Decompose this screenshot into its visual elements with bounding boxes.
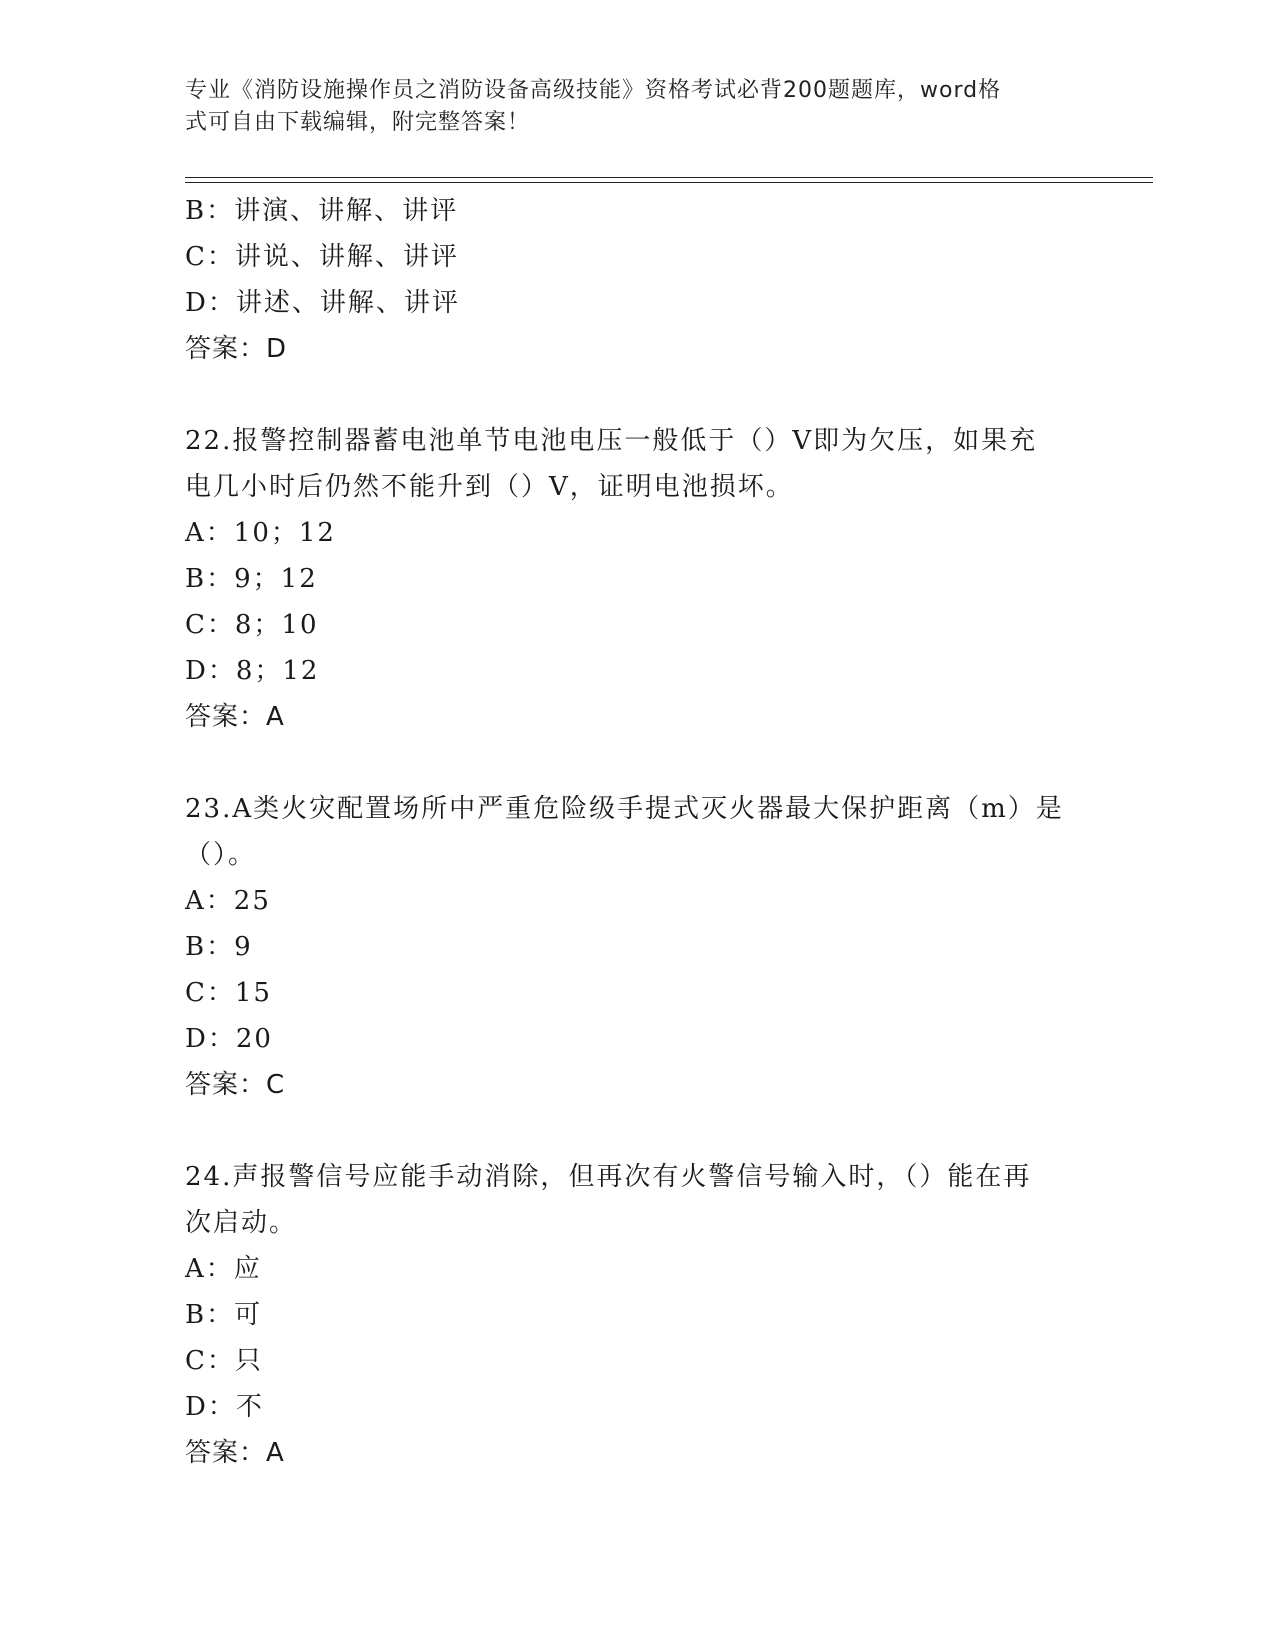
option-a: A：10；12 — [185, 518, 336, 548]
option-c: C：15 — [185, 978, 272, 1008]
question-22 — [185, 418, 1085, 740]
question-stem-line-1: 23.A类火灾配置场所中严重危险级手提式灭火器最大保护距离（m）是 — [185, 794, 1064, 824]
option-c: C：只 — [185, 1346, 263, 1376]
option-c: C：讲说、讲解、讲评 — [185, 242, 459, 272]
question-24 — [185, 1154, 1085, 1476]
document-body — [185, 188, 1085, 1476]
option-d: D：不 — [185, 1392, 264, 1422]
header-rule-bottom — [185, 182, 1153, 183]
option-b: B：9；12 — [185, 564, 318, 594]
option-d: D：讲述、讲解、讲评 — [185, 288, 460, 318]
option-c: C：8；10 — [185, 610, 319, 640]
question-stem-line-1: 22.报警控制器蓄电池单节电池电压一般低于（）V即为欠压，如果充 — [185, 426, 1038, 456]
header-line-2: 式可自由下载编辑，附完整答案！ — [185, 110, 531, 135]
question-stem-line-2: 次启动。 — [185, 1208, 298, 1238]
question-stem-line-2: （）。 — [185, 840, 257, 870]
document-header — [185, 75, 1065, 139]
header-line-1: 专业《消防设施操作员之消防设备高级技能》资格考试必背200题题库，word格 — [185, 78, 1002, 103]
option-a: A：25 — [185, 886, 271, 916]
question-stem-line-2: 电几小时后仍然不能升到（）V，证明电池损坏。 — [185, 472, 794, 502]
option-b: B：9 — [185, 932, 253, 962]
question-23 — [185, 786, 1085, 1108]
header-rule-top — [185, 177, 1153, 178]
option-b: B：可 — [185, 1300, 263, 1330]
option-b: B：讲演、讲解、讲评 — [185, 196, 459, 226]
option-a: A：应 — [185, 1254, 262, 1284]
answer: 答案：A — [185, 702, 285, 732]
question-stem-line-1: 24.声报警信号应能手动消除，但再次有火警信号输入时，（）能在再 — [185, 1162, 1032, 1192]
answer: 答案：C — [185, 1070, 286, 1100]
answer: 答案：D — [185, 334, 288, 364]
answer: 答案：A — [185, 1438, 285, 1468]
question-21-continued — [185, 188, 1085, 372]
option-d: D：20 — [185, 1024, 273, 1054]
option-d: D：8；12 — [185, 656, 320, 686]
